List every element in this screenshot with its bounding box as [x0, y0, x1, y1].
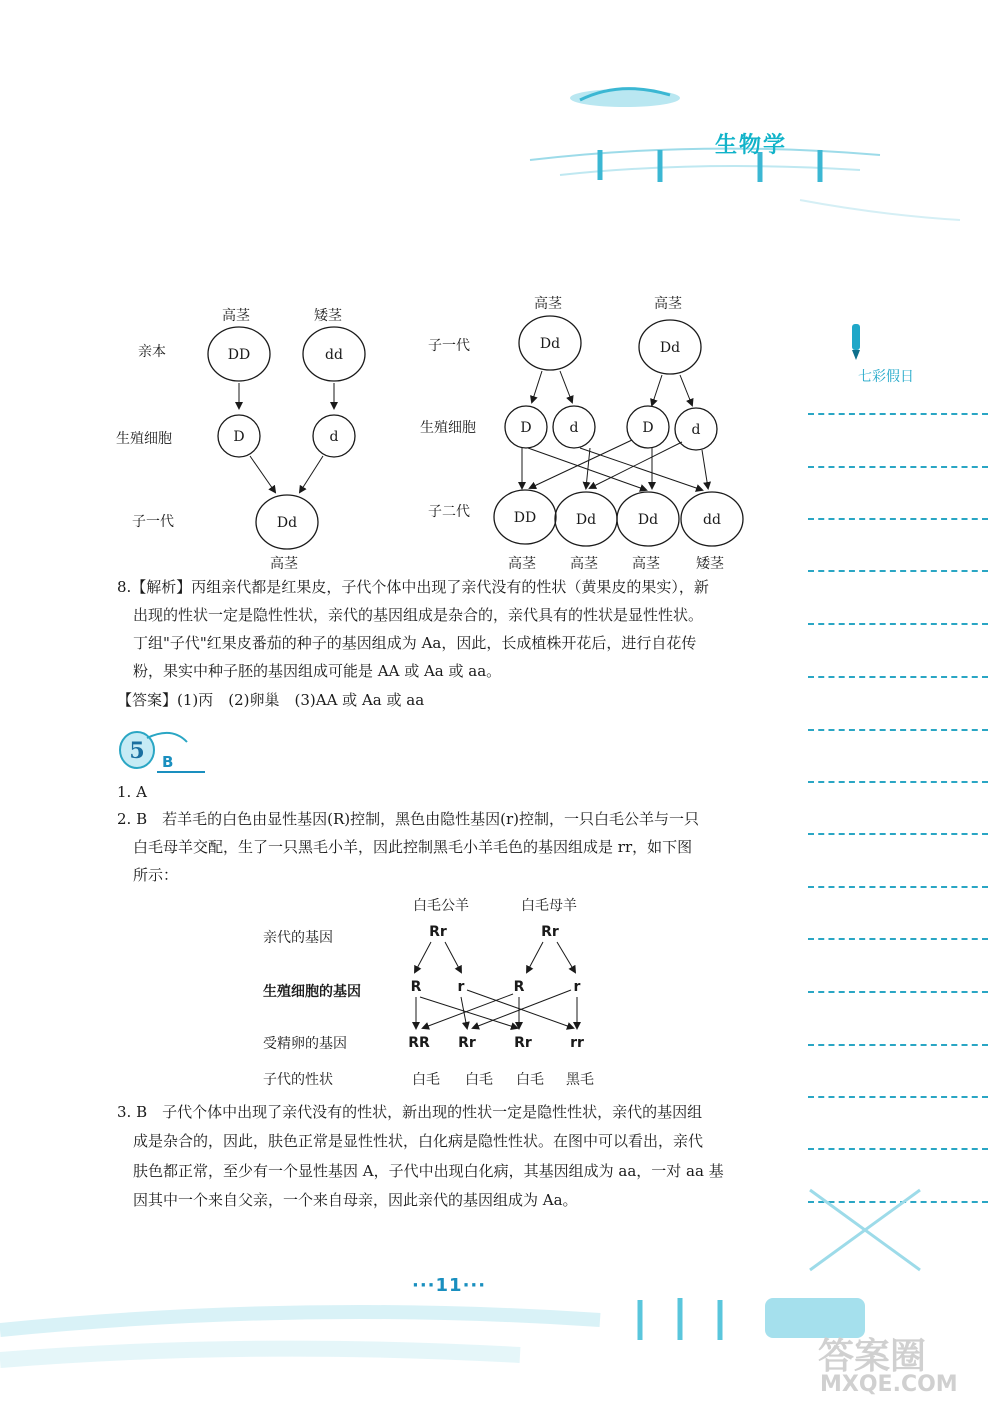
row-label-parent: 亲本	[138, 344, 166, 360]
row-label-f2: 子二代	[428, 504, 470, 520]
parent-trait: 高茎	[534, 296, 562, 312]
cross-diagram-2	[420, 290, 760, 580]
parent-trait: 高茎	[654, 296, 682, 312]
watermark-url: MXQE.COM	[820, 1372, 958, 1397]
row-label: 子代的性状	[263, 1072, 333, 1088]
brand-label: 七彩假日	[858, 369, 914, 385]
parent-genotype: dd	[325, 347, 343, 363]
row-label-f1: 子一代	[132, 514, 174, 530]
row-label-gamete: 生殖细胞	[420, 420, 476, 436]
cross-diagram-3	[255, 890, 655, 1095]
offspring-trait: 高茎	[508, 556, 536, 572]
q8-line: 8.【解析】丙组亲代都是红果皮，子代个体中出现了亲代没有的性状（黄果皮的果实），新	[117, 578, 709, 596]
trait: 白毛	[465, 1072, 493, 1088]
row-label: 亲代的基因	[263, 930, 333, 946]
gamete: d	[569, 420, 579, 436]
page-number: ···11···	[412, 1275, 487, 1296]
q8-line: 粉，果实中种子胚的基因组成可能是 AA 或 Aa 或 aa。	[133, 662, 502, 680]
parent-gene: Rr	[429, 924, 447, 940]
offspring-genotype: dd	[703, 512, 721, 528]
header-decoration	[0, 0, 1000, 240]
q2-line: 所示：	[133, 866, 179, 884]
q3-line: 3. B 子代个体中出现了亲代没有的性状，新出现的性状一定是隐性性状，亲代的基因组	[117, 1103, 703, 1121]
parent-trait: 矮茎	[314, 308, 342, 324]
gamete: D	[233, 429, 245, 445]
parent-genotype: Dd	[659, 340, 681, 356]
trait: 白毛	[516, 1072, 544, 1088]
offspring-trait: 高茎	[270, 556, 298, 572]
q8-line: 丁组"子代"红果皮番茄的种子的基因组成为 Aa，因此，长成植株开花后，进行自花传	[133, 634, 697, 652]
q3-line: 肤色都正常，至少有一个显性基因 A，子代中出现白化病，其基因组成为 aa，一对 aa 基	[133, 1162, 724, 1180]
offspring-genotype: DD	[513, 510, 537, 526]
trait: 黑毛	[566, 1072, 594, 1088]
parent-genotype: Dd	[539, 336, 561, 352]
pencil-icon	[846, 322, 866, 362]
gamete: R	[410, 979, 422, 995]
zygote: Rr	[514, 1035, 532, 1051]
parent-genotype: DD	[227, 347, 251, 363]
offspring-trait: 高茎	[632, 556, 660, 572]
subject-title: 生物学	[715, 133, 788, 158]
row-label: 受精卵的基因	[263, 1036, 347, 1052]
q8-answer: 【答案】(1)丙 (2)卵巢 (3)AA 或 Aa 或 aa	[117, 691, 425, 709]
offspring-trait: 矮茎	[696, 556, 724, 572]
parent-gene: Rr	[541, 924, 559, 940]
watermark: 答案圈	[818, 1336, 927, 1377]
q8-line: 出现的性状一定是隐性性状，亲代的基因组成是杂合的，亲代具有的性状是显性性状。	[133, 606, 704, 624]
parent-title: 白毛母羊	[521, 898, 577, 914]
gamete: R	[513, 979, 525, 995]
zygote: RR	[408, 1035, 430, 1051]
row-label: 生殖细胞的基因	[263, 984, 361, 1000]
gamete: r	[573, 979, 581, 995]
zygote: Rr	[458, 1035, 476, 1051]
gamete: d	[691, 422, 701, 438]
trait: 白毛	[412, 1072, 440, 1088]
row-label-f1: 子一代	[428, 338, 470, 354]
q3-line: 成是杂合的，因此，肤色正常是显性性状，白化病是隐性性状。在图中可以看出，亲代	[133, 1132, 704, 1150]
section-number: 5	[129, 738, 145, 764]
q3-line: 因其中一个来自父亲，一个来自母亲，因此亲代的基因组成为 Aa。	[133, 1191, 578, 1209]
q2-line: 白毛母羊交配，生了一只黑毛小羊，因此控制黑毛小羊毛色的基因组成是 rr，如下图	[133, 838, 693, 856]
offspring-trait: 高茎	[570, 556, 598, 572]
section-letter: B	[162, 753, 174, 771]
row-label-gamete: 生殖细胞	[116, 431, 172, 447]
gamete: d	[329, 429, 339, 445]
q1-answer: 1. A	[117, 783, 147, 801]
q2-line: 2. B 若羊毛的白色由显性基因(R)控制，黑色由隐性基因(r)控制，一只白毛公羊与一只	[117, 810, 699, 828]
cross-diagram-1	[110, 290, 370, 580]
offspring-genotype: Dd	[276, 515, 298, 531]
parent-trait: 高茎	[222, 308, 250, 324]
parent-title: 白毛公羊	[413, 898, 469, 914]
offspring-genotype: Dd	[637, 512, 659, 528]
gamete: r	[457, 979, 465, 995]
offspring-genotype: Dd	[575, 512, 597, 528]
zygote: rr	[570, 1035, 584, 1051]
gamete: D	[520, 420, 532, 436]
gamete: D	[642, 420, 654, 436]
